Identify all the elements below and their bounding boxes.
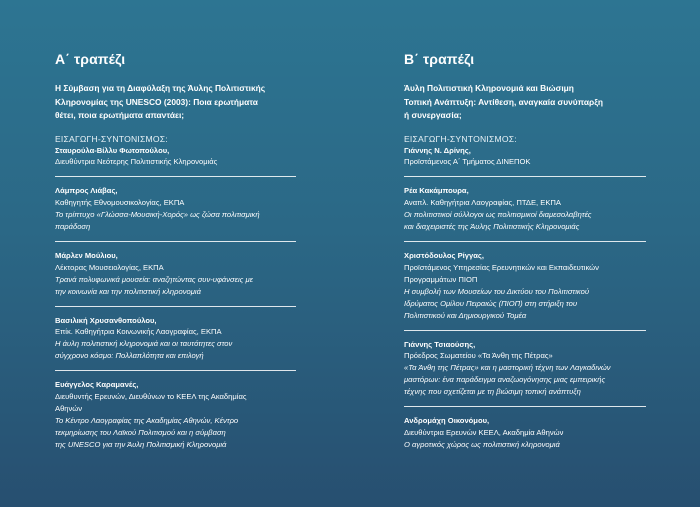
speaker-topic: Οι πολιτιστικοί σύλλογοι ως πολιτισμικοί διαμεσολαβητές και διαχειριστές της Άυλης Πολιτιστικής Κληρονομιάς <box>404 209 592 231</box>
speaker-entry <box>404 339 649 399</box>
speaker-role: Αναπλ. Καθηγήτρια Λαογραφίας, ΠΤΔΕ, ΕΚΠΑ <box>404 197 561 207</box>
speaker-entry <box>404 185 649 233</box>
divider <box>404 406 646 407</box>
moderator <box>404 145 649 169</box>
divider <box>404 176 646 177</box>
speaker-entry <box>55 250 300 298</box>
divider <box>404 241 646 242</box>
speaker-entry <box>55 315 300 363</box>
speaker-name: Ανδρομάχη Οικονόμου, <box>404 416 490 426</box>
speaker-role: Καθηγητής Εθνομουσικολογίας, ΕΚΠΑ <box>55 197 185 207</box>
speaker-topic: Το τρίπτυχο «Γλώσσα-Μουσική-Χορός» ως ζώσα πολιτισμική παράδοση <box>55 209 260 231</box>
divider <box>55 370 296 371</box>
speaker-role: Πρόεδρος Σωματείου «Τα Άνθη της Πέτρας» <box>404 351 553 361</box>
speaker-topic: Η συμβολή των Μουσείων του Δικτύου του Πολιτιστικού Ιδρύματος Ομίλου Πειραιώς (ΠΙΟΠ) στη στήριξη του Πολιτιστικού και Δημιουργικού Τομέα <box>404 286 590 320</box>
speaker-entry <box>55 379 300 451</box>
speaker-role: Διευθυντής Ερευνών, Διευθύνων το ΚΕΕΛ της Ακαδημίας Αθηνών <box>55 391 247 413</box>
table-b-title: Β΄ τραπέζι <box>404 51 475 67</box>
table-a-column <box>55 50 300 451</box>
speaker-entry <box>55 185 300 233</box>
divider <box>55 176 296 177</box>
speaker-name: Λάμπρος Λιάβας, <box>55 186 118 196</box>
speaker-role: Διευθύντρια Ερευνών ΚΕΕΛ, Ακαδημία Αθηνών <box>404 427 564 437</box>
divider <box>55 241 296 242</box>
table-a-title: Α΄ τραπέζι <box>55 51 126 67</box>
divider <box>404 330 646 331</box>
table-b-topic: Άυλη Πολιτιστική Κληρονομιά και Βιώσιμη Τοπική Ανάπτυξη: Αντίθεση, αναγκαία συνύπαρξη ή συνεργασία; <box>404 83 604 121</box>
speaker-name: Βασιλική Χρυσανθοπούλου, <box>55 315 157 325</box>
speaker-name: Ευάγγελος Καραμανές, <box>55 380 139 390</box>
speaker-role: Επίκ. Καθηγήτρια Κοινωνικής Λαογραφίας, ΕΚΠΑ <box>55 327 222 337</box>
speaker-name: Ρέα Κακάμπουρα, <box>404 186 469 196</box>
moderator-role: Προϊστάμενος Α΄ Τμήματος ΔΙΝΕΠΟΚ <box>404 157 531 167</box>
speaker-topic: Ο αγροτικός χώρος ως πολιτιστική κληρονομιά <box>404 439 560 449</box>
speaker-entry <box>404 250 649 322</box>
speaker-topic: Το Κέντρο Λαογραφίας της Ακαδημίας Αθηνών, Κέντρο τεκμηρίωσης του Λαϊκού Πολιτισμού και η σύμβαση της UNESCO για την Άυλη Πολιτισμική Κληρονομιά <box>55 415 239 449</box>
moderator-name: Σταυρούλα-Βίλλυ Φωτοπούλου, <box>55 145 170 155</box>
intro-label: ΕΙΣΑΓΩΓΗ-ΣΥΝΤΟΝΙΣΜΟΣ: <box>55 133 168 144</box>
table-a-topic: Η Σύμβαση για τη Διαφύλαξη της Άυλης Πολιτιστικής Κληρονομίας της UNESCO (2003): Ποια ερωτήματα θέτει, ποια ερωτήματα απαντάει; <box>55 83 266 121</box>
moderator-name: Γιάννης Ν. Δρίνης, <box>404 145 471 155</box>
speaker-name: Γιάννης Τσιαούσης, <box>404 339 476 349</box>
table-b-column <box>404 50 649 451</box>
speaker-role: Λέκτορας Μουσειολογίας, ΕΚΠΑ <box>55 262 164 272</box>
speaker-name: Μάρλεν Μούλιου, <box>55 250 118 260</box>
moderator <box>55 145 300 169</box>
speaker-entry <box>404 415 649 451</box>
moderator-role: Διευθύντρια Νεότερης Πολιτιστικής Κληρονομιάς <box>55 157 218 167</box>
speaker-topic: «Τα Άνθη της Πέτρας» και η μαστορική τέχνη των Λαγκαδινών μαστόρων: ένα παράδειγμα αναζωογόνησης μιας εμπειρικής τέχνης που σχετίζεται με τη βιώσιμη τοπική ανάπτυξη <box>404 363 611 397</box>
speaker-topic: Η άυλη πολιτιστική κληρονομιά και οι ταυτότητες στον σύγχρονο κόσμο: Πολλαπλότητα και επιλογή <box>55 339 233 361</box>
speaker-name: Χριστόδουλος Ρίγγας, <box>404 250 484 260</box>
divider <box>55 306 296 307</box>
speaker-role: Προϊστάμενος Υπηρεσίας Ερευνητικών και Εκπαιδευτικών Προγραμμάτων ΠΙΟΠ <box>404 262 599 284</box>
intro-label: ΕΙΣΑΓΩΓΗ-ΣΥΝΤΟΝΙΣΜΟΣ: <box>404 133 517 144</box>
speaker-topic: Τρανά πολυφωνικά μουσεία: αναζητώντας συν-υφάνσεις με την κοινωνία και την πολιτιστική κληρονομιά <box>55 274 253 296</box>
